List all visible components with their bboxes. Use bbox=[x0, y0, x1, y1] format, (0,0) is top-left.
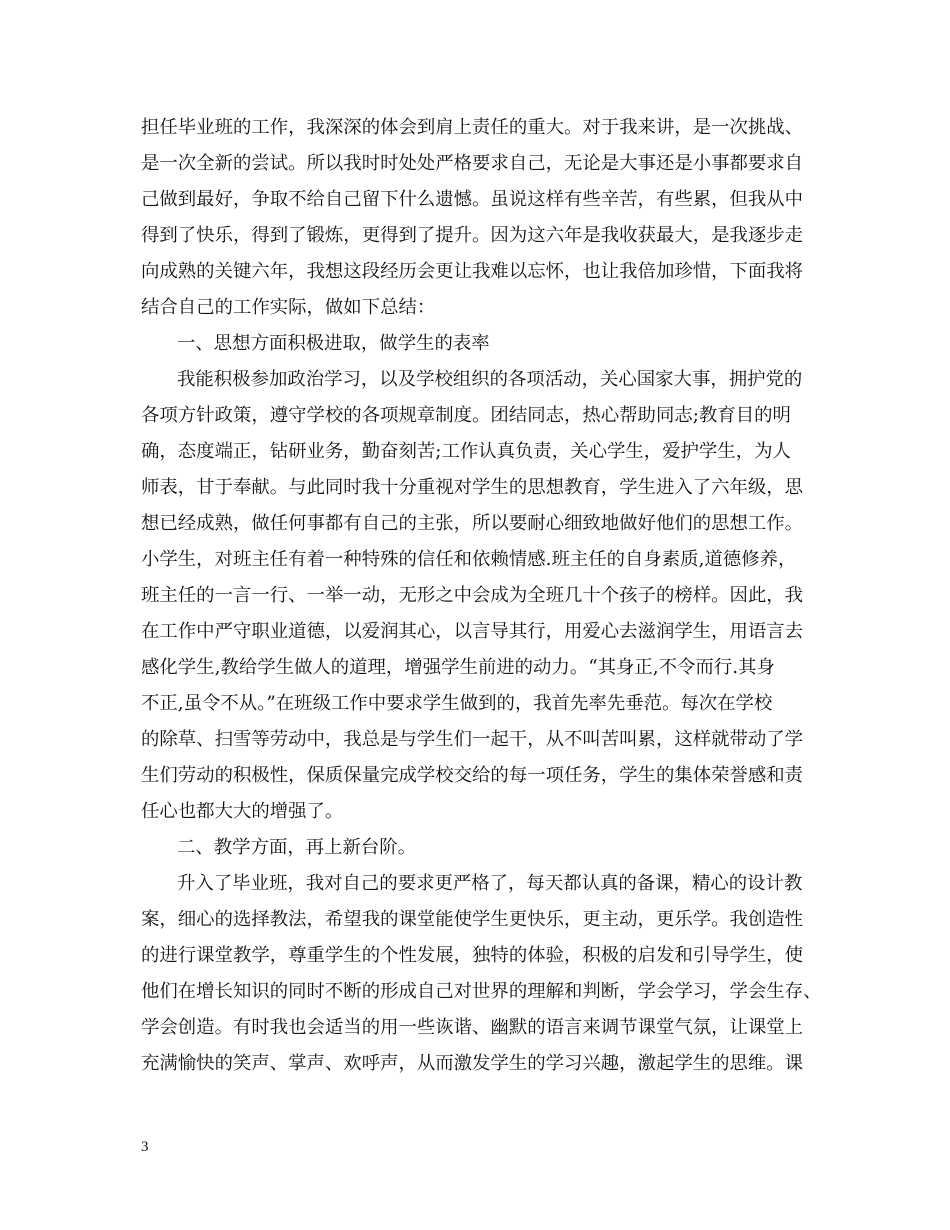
text-line: 不正,虽令不从。”在班级工作中要求学生做到的，我首先率先垂范。每次在学校 bbox=[141, 693, 773, 714]
text-line: 的除草、扫雪等劳动中，我总是与学生们一起干，从不叫苦叫累，这样就带动了学 bbox=[141, 729, 804, 750]
text-line: 己做到最好，争取不给自己留下什么遗憾。虽说这样有些辛苦，有些累，但我从中 bbox=[141, 189, 804, 210]
text-line: 确，态度端正，钻研业务，勤奋刻苦;工作认真负责，关心学生，爱护学生，为人 bbox=[141, 441, 791, 462]
text-line: 案，细心的选择教法，希望我的课堂能使学生更快乐，更主动，更乐学。我创造性 bbox=[141, 909, 804, 930]
text-line: 各项方针政策，遵守学校的各项规章制度。团结同志，热心帮助同志;教育目的明 bbox=[141, 405, 791, 426]
text-line: 得到了快乐，得到了锻炼，更得到了提升。因为这六年是我收获最大，是我逐步走 bbox=[141, 225, 804, 246]
page-number: 3 bbox=[141, 1139, 149, 1155]
text-line: 升入了毕业班，我对自己的要求更严格了，每天都认真的备课，精心的设计教 bbox=[177, 873, 803, 894]
text-line: 充满愉快的笑声、掌声、欢呼声，从而激发学生的学习兴趣，激起学生的思维。课 bbox=[141, 1053, 804, 1074]
text-line: 感化学生,教给学生做人的道理，增强学生前进的动力。“其身正,不令而行.其身 bbox=[141, 657, 775, 678]
text-line: 班主任的一言一行、一举一动，无形之中会成为全班几十个孩子的榜样。因此，我 bbox=[141, 585, 804, 606]
text-line: 担任毕业班的工作，我深深的体会到肩上责任的重大。对于我来讲，是一次挑战、 bbox=[141, 117, 804, 138]
text-line: 是一次全新的尝试。所以我时时处处严格要求自己，无论是大事还是小事都要求自 bbox=[141, 153, 804, 174]
text-line: 在工作中严守职业道德，以爱润其心，以言导其行，用爱心去滋润学生，用语言去 bbox=[141, 621, 804, 642]
text-line: 结合自己的工作实际，做如下总结： bbox=[141, 297, 436, 318]
text-line: 的进行课堂教学，尊重学生的个性发展，独特的体验，积极的启发和引导学生，使 bbox=[141, 945, 804, 966]
text-line: 想已经成熟，做任何事都有自己的主张，所以要耐心细致地做好他们的思想工作。 bbox=[141, 513, 804, 534]
text-line: 师表，甘于奉献。与此同时我十分重视对学生的思想教育，学生进入了六年级，思 bbox=[141, 477, 804, 498]
text-line: 生们劳动的积极性，保质保量完成学校交给的每一项任务，学生的集体荣誉感和责 bbox=[141, 765, 804, 786]
text-line: 他们在增长知识的同时不断的形成自己对世界的理解和判断，学会学习，学会生存、 bbox=[141, 981, 822, 1002]
text-line: 学会创造。有时我也会适当的用一些诙谐、幽默的语言来调节课堂气氛，让课堂上 bbox=[141, 1017, 804, 1038]
section-heading: 一、思想方面积极进取，做学生的表率 bbox=[177, 333, 490, 354]
text-line: 任心也都大大的增强了。 bbox=[141, 801, 344, 822]
text-line: 向成熟的关键六年，我想这段经历会更让我难以忘怀，也让我倍加珍惜，下面我将 bbox=[141, 261, 804, 282]
section-heading: 二、教学方面，再上新台阶。 bbox=[177, 837, 417, 858]
text-line: 小学生，对班主任有着一种特殊的信任和依赖情感.班主任的自身素质,道德修养， bbox=[141, 549, 797, 570]
text-line: 我能积极参加政治学习，以及学校组织的各项活动，关心国家大事，拥护党的 bbox=[177, 369, 803, 390]
